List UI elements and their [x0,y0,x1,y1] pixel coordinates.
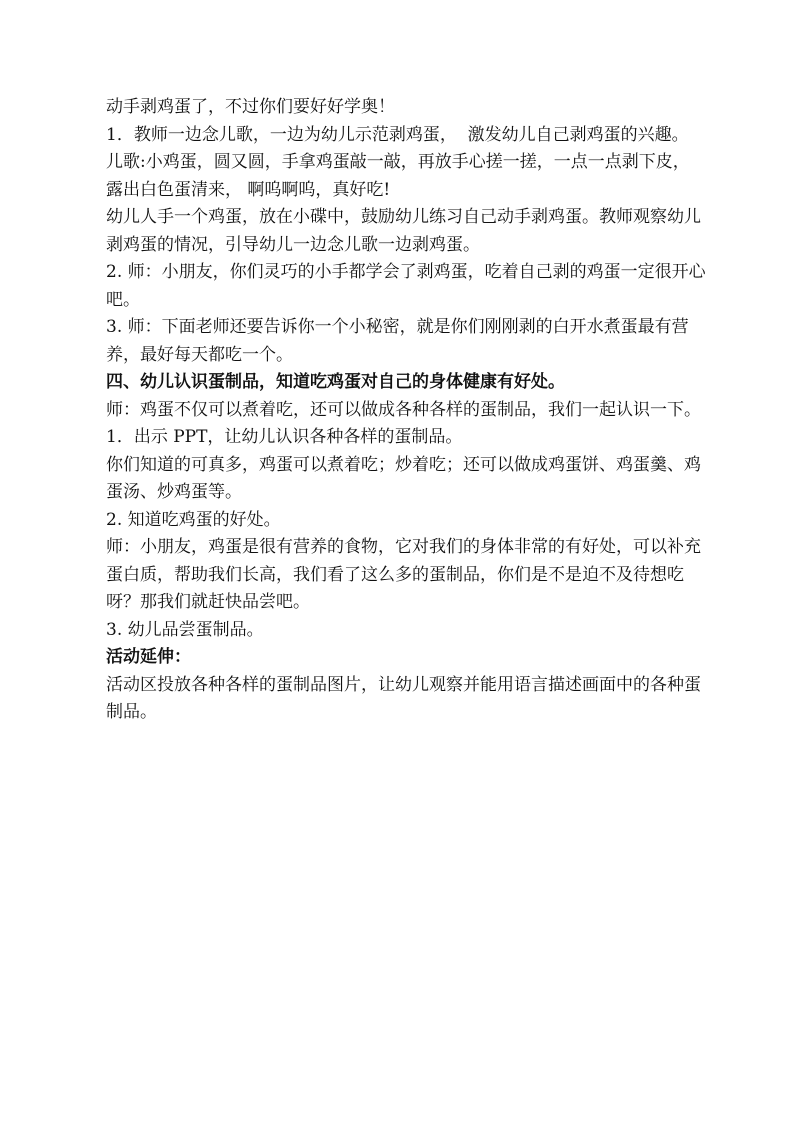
section-heading: 四、幼儿认识蛋制品，知道吃鸡蛋对自己的身体健康有好处。 [106,372,565,392]
section-heading: 活动延伸： [106,647,191,667]
paragraph: 2. 知道吃鸡蛋的好处。 [106,509,281,530]
paragraph: 幼儿人手一个鸡蛋，放在小碟中，鼓励幼儿练习自己动手剥鸡蛋。教师观察幼儿剥鸡蛋的情况，引导幼儿一边念儿歌一边剥鸡蛋。 [106,207,701,255]
paragraph: 1．出示 PPT，让幼儿认识各种各样的蛋制品。 [106,427,463,447]
paragraph: 1．教师一边念儿歌，一边为幼儿示范剥鸡蛋， 激发幼儿自己剥鸡蛋的兴趣。 [106,124,689,145]
paragraph: 3. 幼儿品尝蛋制品。 [106,619,264,640]
paragraph: 动手剥鸡蛋了，不过你们要好好学奥！ [106,97,395,117]
document-body [106,94,706,727]
paragraph: 儿歌:小鸡蛋，圆又圆，手拿鸡蛋敲一敲，再放手心搓一搓，一点一点剥下皮，露出白色蛋清来， 啊呜啊呜，真好吃! [106,152,690,200]
paragraph: 师：鸡蛋不仅可以煮着吃，还可以做成各种各样的蛋制品，我们一起认识一下。 [106,399,701,420]
paragraph: 师：小朋友，鸡蛋是很有营养的食物，它对我们的身体非常的有好处，可以补充蛋白质，帮助我们长高，我们看了这么多的蛋制品，你们是不是迫不及待想吃呀？那我们就赶快品尝吧。 [106,537,701,612]
paragraph: 你们知道的可真多，鸡蛋可以煮着吃；炒着吃；还可以做成鸡蛋饼、鸡蛋羹、鸡蛋汤、炒鸡蛋等。 [106,454,701,502]
paragraph: 3. 师：下面老师还要告诉你一个小秘密，就是你们刚刚剥的白开水煮蛋最有营养，最好每天都吃一个。 [106,317,689,365]
paragraph: 2. 师：小朋友，你们灵巧的小手都学会了剥鸡蛋，吃着自己剥的鸡蛋一定很开心吧。 [106,262,706,310]
paragraph: 活动区投放各种各样的蛋制品图片，让幼儿观察并能用语言描述画面中的各种蛋制品。 [106,674,701,722]
